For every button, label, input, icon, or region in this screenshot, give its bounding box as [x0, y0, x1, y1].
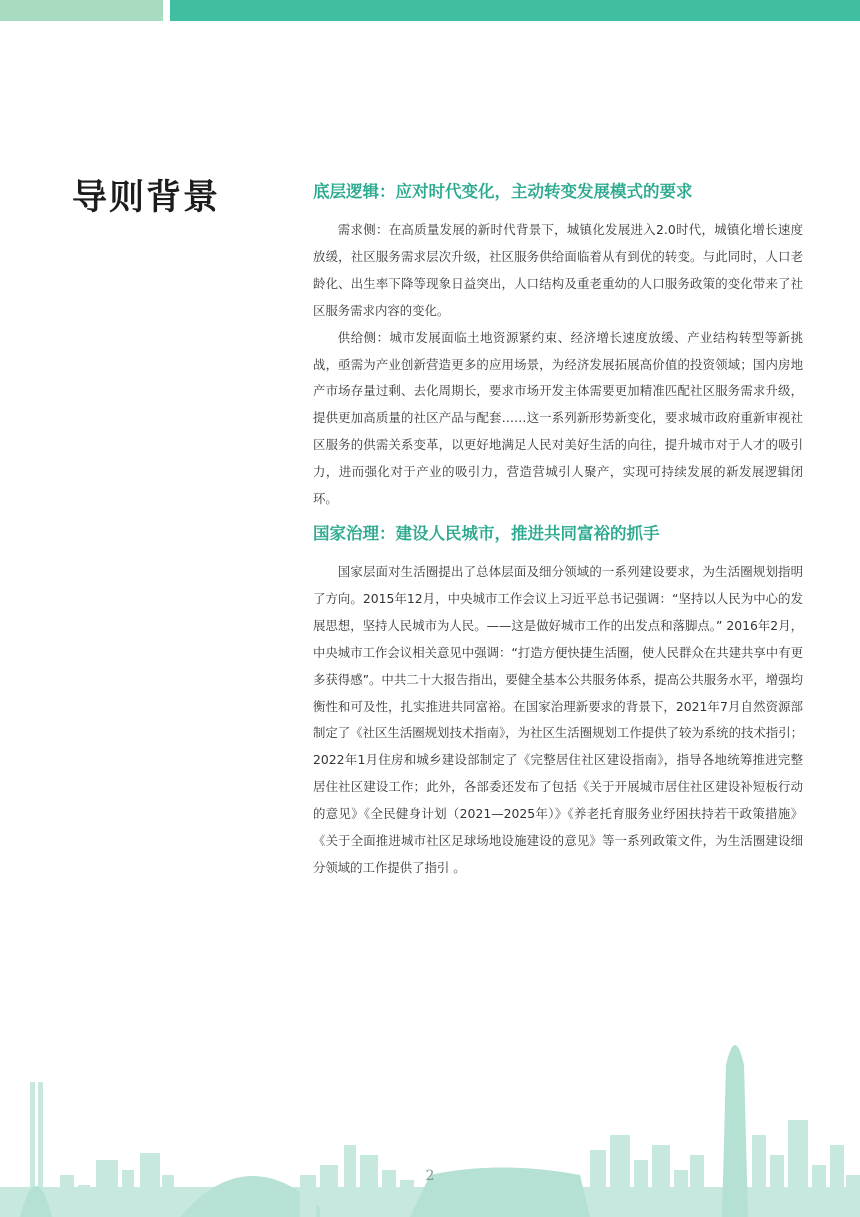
header-accent-bar-light	[0, 0, 163, 21]
header-accent-bar	[170, 0, 860, 21]
main-content	[313, 179, 803, 882]
paragraph-national-policy: 国家层面对生活圈提出了总体层面及细分领域的一系列建设要求，为生活圈规划指明了方向。2015年12月，中央城市工作会议上习近平总书记强调：“坚持以人民为中心的发展思想，坚持人民城市为人民。——这是做好城市工作的出发点和落脚点。” 2016年2月，中央城市工作会议相关意见中强调：“打造方便快捷生活圈，使人民群众在共建共享中有更多获得感”。中共二十大报告指出，要健全基本公共服务体系，提高公共服务水平，增强均衡性和可及性，扎实推进共同富裕。在国家治理新要求的背景下，2021年7月自然资源部制定了《社区生活圈规划技术指南》，为社区生活圈规划工作提供了较为系统的技术指引；2022年1月住房和城乡建设部制定了《完整居住社区建设指南》，指导各地统筹推进完整居住社区建设工作；此外，各部委还发布了包括《关于开展城市居住社区建设补短板行动的意见》《全民健身计划（2021—2025年）》《养老托育服务业纾困扶持若干政策措施》《关于全面推进城市社区足球场地设施建设的意见》等一系列政策文件，为生活圈建设细分领域的工作提供了指引 。	[313, 563, 803, 875]
paragraph-demand-side: 需求侧：在高质量发展的新时代背景下，城镇化发展进入2.0时代，城镇化增长速度放缓，社区服务需求层次升级，社区服务供给面临着从有到优的转变。与此同时，人口老龄化、出生率下降等现象日益突出，人口结构及重老重幼的人口服务政策的变化带来了社区服务需求内容的变化。	[313, 222, 803, 318]
section-heading: 国家治理：建设人民城市，推进共同富裕的抓手	[313, 523, 660, 543]
section-underlying-logic	[313, 179, 803, 513]
paragraph-supply-side: 供给侧：城市发展面临土地资源紧约束、经济增长速度放缓、产业结构转型等新挑战，亟需为产业创新营造更多的应用场景，为经济发展拓展高价值的投资领域；国内房地产市场存量过剩、去化周期长，要求市场开发主体需要更加精准匹配社区服务需求升级，提供更加高质量的社区产品与配套……这一系列新形势新变化，要求城市政府重新审视社区服务的供需关系变革，以更好地满足人民对美好生活的向往，提升城市对于人才的吸引力，进而强化对于产业的吸引力，营造营城引人聚产，实现可持续发展的新发展逻辑闭环。	[313, 329, 803, 507]
section-national-governance	[313, 521, 803, 882]
page-number: 2	[425, 1168, 435, 1184]
page-title: 导则背景	[72, 178, 221, 218]
section-heading: 底层逻辑：应对时代变化，主动转变发展模式的要求	[313, 182, 693, 201]
city-skyline-illustration	[0, 1025, 860, 1217]
